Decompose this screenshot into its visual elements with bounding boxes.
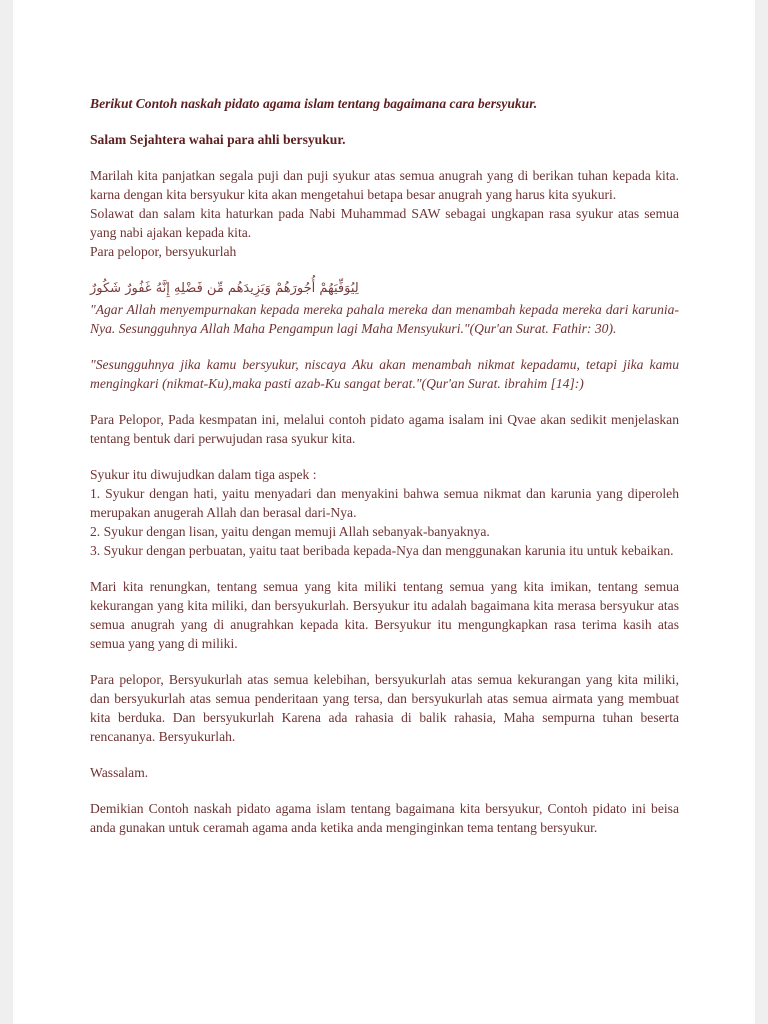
paragraph-opening-praise: Marilah kita panjatkan segala puji dan puji syukur atas semua anugrah yang di berikan tuhan kepada kita. karna dengan kita bersyukur kita akan mengetahui betapa besar anugrah yang harus kita syukuri. — [90, 168, 679, 202]
arabic-verse: لِيُوَفِّيَهُمْ أُجُورَهُمْ وَيَزِيدَهُم مِّن فَضْلِهِ إِنَّهُ غَفُورٌ شَكُورٌ — [90, 281, 359, 296]
paragraph-introduction: Para Pelopor, Pada kesmpatan ini, melalui contoh pidato agama isalam ini Qvae akan sedikit menjelaskan tentang bentuk dari perwujudan rasa syukur kita. — [90, 412, 679, 446]
doc-greeting: Salam Sejahtera wahai para ahli bersyukur. — [90, 132, 346, 147]
closing-wassalam: Wassalam. — [90, 765, 149, 780]
list-item-1: 1. Syukur dengan hati, yaitu menyadari dan menyakini bahwa semua nikmat dan karunia yang diperoleh merupakan anugerah Allah dan berasal dari-Nya. — [90, 486, 679, 520]
list-item-3: 3. Syukur dengan perbuatan, yaitu taat beribada kepada-Nya dan menggunakan karunia itu untuk kebaikan. — [90, 543, 674, 558]
quote-fathir-30: "Agar Allah menyempurnakan kepada mereka pahala mereka dan menambah kepada mereka dari karunia-Nya. Sesungguhnya Allah Maha Pengampun lagi Maha Mensyukuri."(Qur'an Surat. Fathir: 30). — [90, 302, 679, 336]
paragraph-reflection: Mari kita renungkan, tentang semua yang kita miliki tentang semua yang kita imikan, tentang semua kekurangan yang kita miliki, dan bersyukurlah. Bersyukur itu adalah bagaimana kita merasa bersyukur atas semua anugrah yang di anugrahkan kepada kita. Bersyukur itu mengungkapkan rasa terima kasih atas semua yang yang di miliki. — [90, 579, 679, 651]
right-gutter-bar — [755, 0, 768, 1024]
paragraph-closing: Demikian Contoh naskah pidato agama islam tentang bagaimana kita bersyukur, Contoh pidato ini beisa anda gunakan untuk ceramah agama anda ketika anda menginginkan tema tentang bersyukur. — [90, 801, 679, 835]
list-intro: Syukur itu diwujudkan dalam tiga aspek : — [90, 467, 317, 482]
line-para-pelopor: Para pelopor, bersyukurlah — [90, 244, 237, 259]
left-gutter-bar — [0, 0, 13, 1024]
paragraph-gratitude: Para pelopor, Bersyukurlah atas semua kelebihan, bersyukurlah atas semua kekurangan yang kita miliki, dan bersyukurlah atas semua penderitaan yang tersa, dan bersyukurlah atas semua airmata yang membuat kita berduka. Dan bersyukurlah Karena ada rahasia di balik rahasia, Maha sempurna tuhan beserta rencananya. Bersyukurlah. — [90, 672, 679, 744]
list-item-2: 2. Syukur dengan lisan, yaitu dengan memuji Allah sebanyak-banyaknya. — [90, 524, 490, 539]
quote-ibrahim-14: "Sesungguhnya jika kamu bersyukur, niscaya Aku akan menambah nikmat kepadamu, tetapi jika kamu mengingkari (nikmat-Ku),maka pasti azab-Ku sangat berat."(Qur'an Surat. ibrahim [14]:) — [90, 357, 679, 391]
paragraph-solawat: Solawat dan salam kita haturkan pada Nabi Muhammad SAW sebagai ungkapan rasa syukur atas semua yang nabi ajakan kepada kita. — [90, 206, 679, 240]
document-content — [90, 94, 679, 837]
doc-title: Berikut Contoh naskah pidato agama islam tentang bagaimana cara bersyukur. — [90, 96, 538, 111]
